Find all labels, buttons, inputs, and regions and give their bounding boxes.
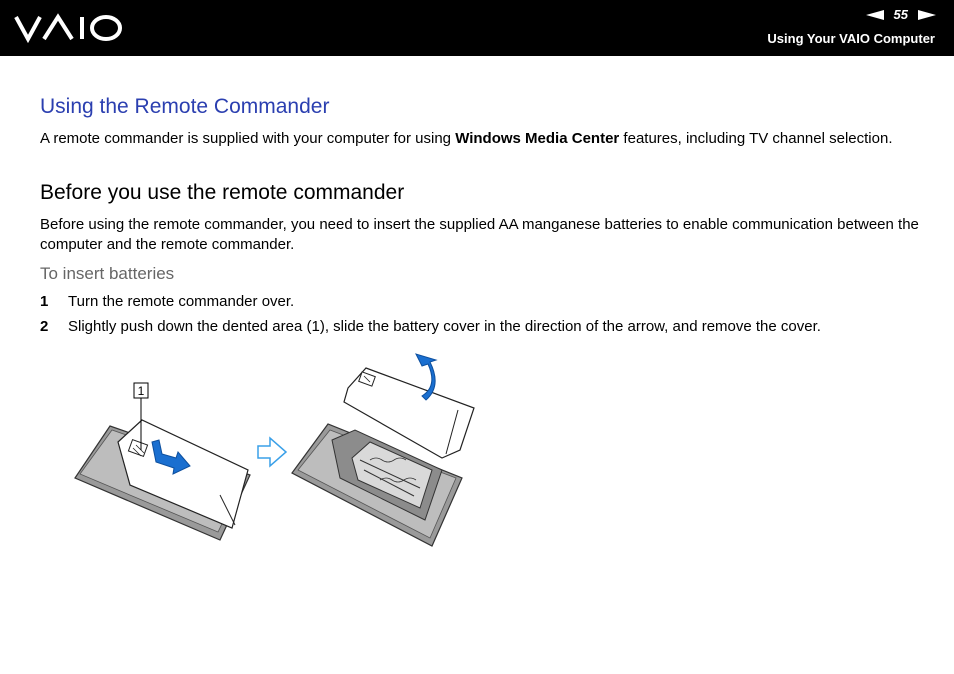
previous-page-icon[interactable] <box>866 10 884 20</box>
step-number: 2 <box>40 318 49 335</box>
subsection-paragraph: Before using the remote commander, you need to insert the supplied AA manganese batteries to enable communication between the computer and the remote commander. <box>40 216 919 253</box>
intro-bold-term: Windows Media Center <box>455 130 620 147</box>
intro-text-end: features, including TV channel selection. <box>619 130 893 147</box>
callout-label: 1 <box>137 384 145 398</box>
section-title[interactable]: Using Your VAIO Computer <box>767 31 935 46</box>
next-step-arrow-icon <box>258 438 286 466</box>
vaio-logo <box>14 13 124 43</box>
page-header <box>0 0 954 56</box>
remote-left <box>75 420 250 540</box>
page-title: Using the Remote Commander <box>40 95 330 118</box>
subsection-title: Before you use the remote commander <box>40 181 405 204</box>
page-number: 55 <box>893 7 908 22</box>
intro-text-start: A remote commander is supplied with your computer for using <box>40 130 456 147</box>
battery-illustration <box>70 350 490 560</box>
step-text: Turn the remote commander over. <box>68 293 295 310</box>
step-2 <box>40 317 821 337</box>
step-number: 1 <box>40 293 49 310</box>
intro-paragraph <box>40 129 920 149</box>
page-navigation <box>866 7 936 22</box>
procedure-title: To insert batteries <box>40 264 175 283</box>
step-1 <box>40 292 294 312</box>
step-text: Slightly push down the dented area (1), slide the battery cover in the direction of the arrow, and remove the cover. <box>68 318 821 335</box>
next-page-icon[interactable] <box>918 10 936 20</box>
